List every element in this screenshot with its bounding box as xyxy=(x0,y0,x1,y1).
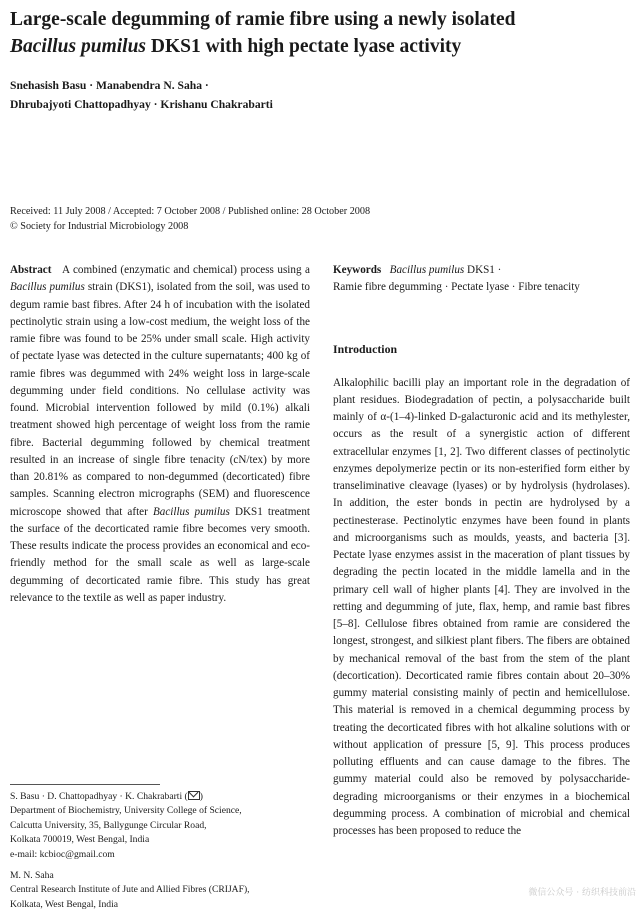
abstract-label: Abstract xyxy=(10,264,52,276)
abstract-species-2: Bacillus pumilus xyxy=(152,505,230,518)
abstract-text-3: DKS1 treatment the surface of the decorticated ramie fibre becomes very smooth. These results indicate the process provides an economical and eco-friendly method for the small scale as well as large-scale degumming of decorticated ramie fibre. This study has great relevance to the textile as well as paper industry. xyxy=(10,505,310,604)
affiliation-block-2 xyxy=(10,869,310,912)
abstract-species-1: Bacillus pumilus xyxy=(10,281,85,294)
affiliation-1-names: S. Basu · D. Chattopadhyay · K. Chakrabarti ( xyxy=(10,791,188,802)
introduction-text: Alkalophilic bacilli play an important role in the degradation of plant residues. Biodegradation of pectin, a polysaccharide built mainly of α-(1–4)-linked D-galacturonic acid and its methylester, occurs as the result of a synergistic action of different extracellular enzymes [1, 2]. Two different classes of pectinolytic enzymes depolymerize pectin or its non-esterified form either by transeliminative cleavage (lyases) or by hydrolysis (hydrolases). In addition, the ester bonds in pectin are hydrolysed by a pectinesterase. Pectinolytic enzymes have been found in plants and microorganisms such as moulds, yeasts, and bacteria [3]. Pectate lyase enzymes assist in the maceration of plant tissues by degrading the pectin located in the middle lamella and in the primary cell wall of higher plants [4]. They are involved in the retting and degumming of jute, flax, hemp, and ramie bast fibres [5–8]. Cellulose fibres obtained from ramie are considered the longest, strongest, and silkiest plant fibers. The fibers are obtained by mechanical removal of the bast from the stem of the plant (decortication). Decorticated ramie fibres contain about 20–30% gummy material consisting mainly of pectin and hemicellulose. This material is removed in a chemical degumming process by treating the decorticated fibres with hot alkaline solutions with or without application of pressure [5, 9]. This process produces polluting effluents and can cause damage to the fibres. The gummy material could also be removed by polysaccharide-degrading microorganisms or their enzymes in a biochemical degumming process. A combination of microbial and chemical processes has been proposed to reduce the xyxy=(333,376,630,837)
left-column xyxy=(10,262,310,607)
publication-info xyxy=(10,204,630,234)
affiliation-2-author: M. N. Saha xyxy=(10,870,54,882)
title-line-2-rest: DKS1 with high pectate lyase activity xyxy=(146,36,462,57)
envelope-icon xyxy=(188,791,200,800)
authors-line-2: Dhrubajyoti Chattopadhyay · Krishanu Chakrabarti xyxy=(10,98,273,111)
affiliation-1-authors xyxy=(10,790,310,804)
keywords-line-1-rest: DKS1 · xyxy=(464,264,502,276)
abstract xyxy=(10,262,310,607)
copyright-notice: © Society for Industrial Microbiology 2008 xyxy=(10,221,189,232)
affiliation-1-close: ) xyxy=(199,791,203,802)
affiliation-1-dept: Department of Biochemistry, University College of Science, xyxy=(10,805,242,817)
watermark-text: 微信公众号 · 纺织科技前沿 xyxy=(528,888,636,898)
affiliation-2-city: Kolkata, West Bengal, India xyxy=(10,898,119,910)
keywords-line-2: Ramie fibre degumming · Pectate lyase · Fibre tenacity xyxy=(333,281,580,294)
title-line-1: Large-scale degumming of ramie fibre using a newly isolated xyxy=(10,9,516,30)
publication-dates: Received: 11 July 2008 / Accepted: 7 October 2008 / Published online: 28 October 2008 xyxy=(10,206,371,217)
introduction-heading: Introduction xyxy=(333,341,398,356)
keywords-species: Bacillus pumilus xyxy=(389,264,465,276)
title-species: Bacillus pumilus xyxy=(10,36,147,57)
right-column xyxy=(333,262,630,840)
abstract-text-1: A combined (enzymatic and chemical) process using a xyxy=(62,264,311,276)
keywords-label: Keywords xyxy=(333,264,382,276)
affiliation-1-email[interactable]: e-mail: kcbioc@gmail.com xyxy=(10,848,115,860)
affiliation-2-institute: Central Research Institute of Jute and Allied Fibres (CRIJAF), xyxy=(10,884,250,896)
authors-line-1: Snehasish Basu · Manabendra N. Saha · xyxy=(10,79,209,92)
keywords-line-1 xyxy=(333,262,630,279)
affiliation-block-1 xyxy=(10,790,310,862)
author-list xyxy=(10,76,630,114)
footnote-divider xyxy=(10,784,160,785)
article-title xyxy=(10,6,630,60)
title-line-2 xyxy=(10,33,630,60)
affiliation-1-address: Calcutta University, 35, Ballygunge Circular Road, xyxy=(10,819,207,831)
abstract-text-2: strain (DKS1), isolated from the soil, was used to degum ramie bast fibres. After 24 h of incubation with the isolated pectinolytic strain using a low-cost medium, the weight loss of the ramie fibre was found to be 25% under small scale. High activity of pectate lyase was detected in the culture supernatants; 400 kg of ramie fibres was degummed with 24% weight loss in large-scale degumming under field conditions. No cellulase activity was found. Microbial intervention followed by mild (0.1%) alkali treatment showed high percentage of weight loss from the ramie fibre. Bacterial degumming followed by chemical treatment resulted in an increase of single fibre tenacity (cN/tex) by more than 20.81% as compared to non-degummed (decorticated) fibre samples. Scanning electron micrographs (SEM) and fluorescence microscope showed that after xyxy=(10,281,310,518)
affiliation-1-city: Kolkata 700019, West Bengal, India xyxy=(10,834,150,846)
